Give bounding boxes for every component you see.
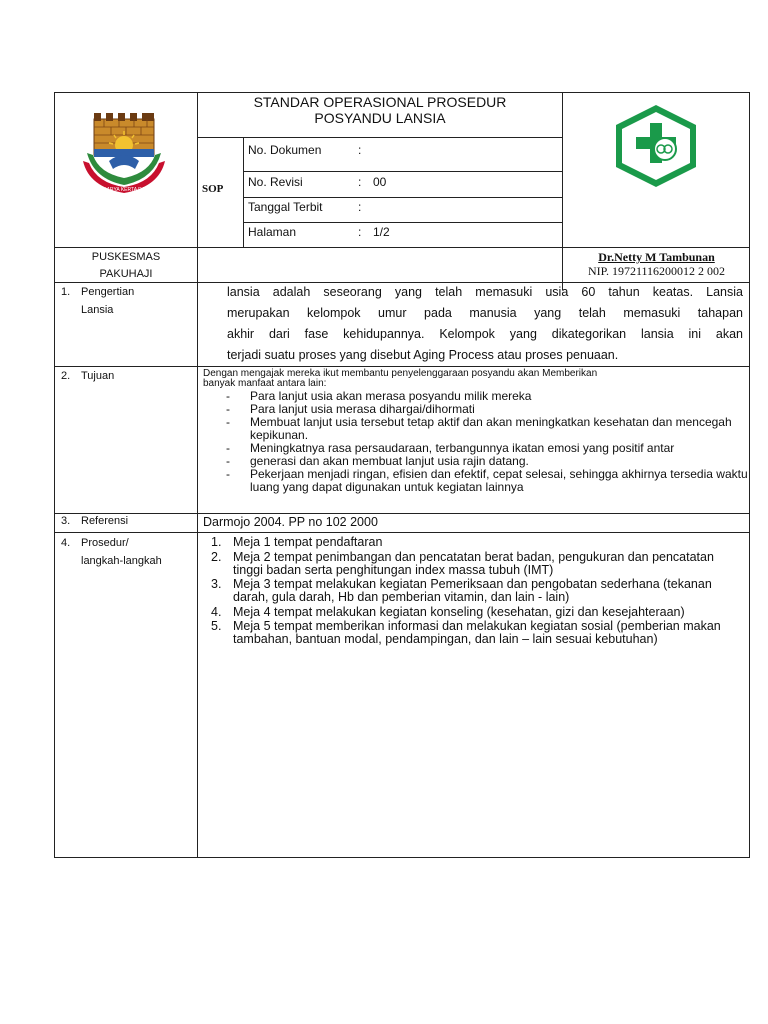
section-number: 2. [61, 370, 71, 382]
step-number: 5. [211, 619, 222, 633]
step-text: Meja 3 tempat melakukan kegiatan Pemeriksaan dan pengobatan sederhana (tekanan darah, gula darah, Hb dan pemberian vitamin, dan lain - lain) [233, 577, 712, 604]
list-item: - Para lanjut usia akan merasa posyandu milik mereka [203, 390, 748, 403]
meta-sep: : [358, 200, 362, 214]
meta-key: No. Revisi [248, 175, 303, 189]
text-line: merupakan kelompok umur pada manusia yang telah memasuki tahapan [227, 306, 743, 320]
step-number: 3. [211, 577, 222, 591]
meta-key: Tanggal Terbit [248, 200, 323, 214]
section-number: 4. [61, 537, 71, 549]
puskesmas-line-2: PAKUHAJI [99, 268, 153, 280]
list-item: - Meningkatnya rasa persaudaraan, terbangunnya ikatan emosi yang positif antar [203, 442, 748, 455]
prosedur-steps [203, 536, 743, 648]
sop-document [54, 92, 750, 858]
steps-list [203, 536, 743, 646]
signer-nip: NIP. 19721116200012 2 002 [587, 264, 726, 278]
meta-row-revisi [248, 175, 548, 191]
divider [243, 171, 562, 172]
meta-value: 00 [373, 175, 387, 189]
meta-sep: : [358, 175, 362, 189]
section-label-line-2: Lansia [81, 304, 114, 316]
meta-value: 1/2 [373, 225, 390, 239]
divider [55, 366, 750, 367]
divider [243, 197, 562, 198]
list-item [203, 551, 743, 577]
tujuan-text [203, 369, 748, 494]
list-item: - Membuat lanjut usia tersebut tetap aktif dan akan meningkatkan kesehatan dan mencegah kepikunan. [203, 416, 748, 442]
crest-motto-text: SATYA KARYA KERTA RAHARJA [86, 187, 162, 193]
meta-row-dokumen [248, 143, 548, 159]
kabupaten-tangerang-crest-logo [79, 109, 169, 195]
list-item: - generasi dan akan membuat lanjut usia rajin datang. [203, 455, 748, 468]
section-label-line-1: Prosedur/ [81, 537, 129, 549]
list-item [203, 606, 743, 619]
signer-block [562, 248, 751, 278]
tujuan-list [203, 390, 748, 494]
meta-key: No. Dokumen [248, 143, 322, 157]
text-line: terjadi suatu proses yang disebut Aging Process atau proses penuaan. [227, 348, 619, 362]
divider [197, 137, 562, 138]
divider [243, 222, 562, 223]
section-number: 1. [61, 286, 71, 298]
section-label-line-1: Pengertian [81, 286, 135, 298]
divider [55, 532, 750, 533]
meta-row-halaman [248, 225, 548, 241]
signer-name: Dr.Netty M Tambunan [598, 250, 715, 264]
divider [197, 93, 198, 858]
step-number: 1. [211, 535, 222, 549]
list-item: - Pekerjaan menjadi ringan, efisien dan efektif, cepat selesai, sehingga akhirnya tersedia waktu luang yang dapat digunakan untuk kegiatan lainnya [203, 468, 748, 494]
step-text: Meja 5 tempat memberikan informasi dan melakukan kegiatan sosial (pemberian makan tambahan, bantuan modal, pendampingan, dan lain – lain sesuai kebutuhan) [233, 619, 721, 646]
list-item [203, 578, 743, 604]
puskesmas-name [55, 248, 197, 283]
section-number: 3. [61, 515, 71, 527]
step-text: Meja 2 tempat penimbangan dan pencatatan berat badan, pengukuran dan pencatatan tinggi badan serta penghitungan index massa tubuh (IMT) [233, 549, 714, 577]
list-item [203, 536, 743, 549]
section-label-line-2: langkah-langkah [81, 555, 162, 567]
meta-sep: : [358, 225, 362, 239]
step-text: Meja 1 tempat pendaftaran [233, 535, 383, 549]
document-title [198, 93, 562, 126]
sop-label: SOP [202, 183, 224, 195]
title-line-1: STANDAR OPERASIONAL PROSEDUR [253, 94, 507, 110]
step-number: 4. [211, 604, 222, 619]
text-line: akhir dari fase kehidupannya. Kelompok yang dikategorikan lansia ini akan [227, 327, 743, 341]
section-label-line-1: Tujuan [81, 370, 115, 382]
text-line: lansia adalah seseorang yang telah memasuki usia 60 tahun keatas. Lansia [227, 285, 743, 299]
meta-sep: : [358, 143, 362, 157]
meta-key: Halaman [248, 225, 297, 239]
pengertian-text [227, 282, 743, 366]
list-item [203, 620, 743, 646]
tujuan-intro-1: Dengan mengajak mereka ikut membantu penyelenggaraan posyandu akan Memberikan [203, 368, 598, 379]
puskesmas-cross-logo [610, 103, 702, 189]
referensi-text: Darmojo 2004. PP no 102 2000 [203, 515, 378, 529]
list-item: - Para lanjut usia merasa dihargai/dihormati [203, 403, 748, 416]
section-label-line-1: Referensi [81, 515, 129, 527]
puskesmas-line-1: PUSKESMAS [91, 251, 161, 263]
step-text: Meja 4 tempat melakukan kegiatan konseling (kesehatan, gizi dan kesejahteraan) [233, 604, 685, 619]
step-number: 2. [211, 549, 222, 564]
title-line-2: POSYANDU LANSIA [314, 110, 446, 126]
divider [243, 137, 244, 247]
meta-row-tanggal [248, 200, 548, 216]
tujuan-intro-2: banyak manfaat antara lain: [203, 378, 327, 389]
